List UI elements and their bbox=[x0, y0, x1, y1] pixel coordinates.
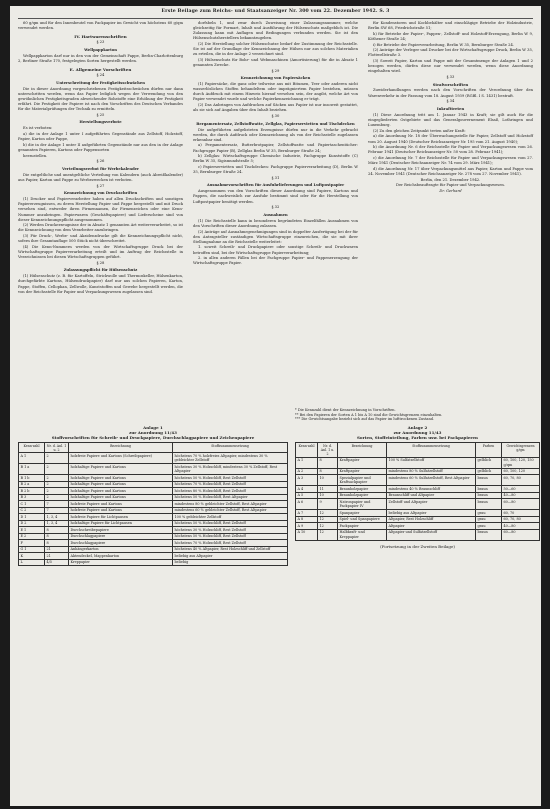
par-32-list-1: 2. in allen anderen Fällen bei der Fachgruppe Papier- und Pappenerzeugung der Wirtschaftsgruppe Papier. bbox=[193, 256, 358, 266]
annex-2-table-cell: braun bbox=[476, 529, 502, 540]
annex-1-title: Stoffvorschriften für Schreib- und Druckpapiere, Durchschlagpapiere und Zeichenpapiere bbox=[51, 435, 255, 440]
annex-2-table-cell: 60, 70 bbox=[502, 510, 540, 517]
annex-1-table-cell: 100 % gebleichter Zellstoff bbox=[173, 514, 288, 521]
annex-2-table-cell: Altpapier bbox=[387, 523, 476, 530]
signature-place: Berlin, den 21. Dezember 1942. bbox=[420, 177, 481, 182]
par-32-heading: Ausnahmen bbox=[263, 212, 288, 217]
par-28-heading: Zulassungspflicht für Hülsenschutz bbox=[63, 268, 138, 273]
par-30-list-1: b) Zellglas: Wirtschaftsgruppe Chemische Industrie, Fachgruppe Kunststoffe (C) Berlin W 35, Sigismundstraße 5; bbox=[193, 154, 358, 164]
annex-1-col-bezeichnung: Bezeichnung bbox=[69, 443, 173, 453]
par-31: § 31 bbox=[271, 175, 280, 180]
annex-2-table-cell: A 2 bbox=[296, 468, 318, 475]
col2-text-3: (3) Hülsenschutz für Bohr- und Webmaschinen (Amortisierung) für die in Absatz 1 genannten Zwecke. bbox=[193, 57, 358, 67]
par-30-heading: Bergamentersatz, Zellstoffwatte, Zellglas, Papierservietten und Tischdecken bbox=[196, 121, 355, 126]
annex-2-table-cell: Spanpapier bbox=[338, 510, 387, 517]
annex-1-sublabel: zur Anordnung 11/43 bbox=[129, 430, 177, 435]
annex-2-table bbox=[295, 442, 540, 541]
par-28: § 28 bbox=[96, 260, 105, 265]
annex-2-table-cell: A 4 bbox=[296, 486, 318, 493]
annex-2-table-cell: mindestens 40 % Braunschliff bbox=[387, 486, 476, 493]
par-26-heading: Verteilungsverbot für Werbekalender bbox=[62, 166, 139, 171]
annex-1-table-cell: holzhaltige Papiere und Kartons bbox=[69, 494, 173, 501]
annex-2-table-row bbox=[296, 457, 540, 468]
annex-1-table-cell: B 1 b bbox=[19, 475, 45, 482]
annex-2-table-cell: Kraftpapier bbox=[338, 468, 387, 475]
annex-1-table-cell: mindestens 80 % gebleichter Zellstoff, Rest Altpapier bbox=[173, 501, 288, 508]
column-1 bbox=[18, 21, 183, 295]
annex-1-table-cell: Kreppapier bbox=[69, 559, 173, 566]
annex-1-header-row bbox=[19, 443, 288, 453]
annex-1-table-cell: 8 bbox=[45, 533, 69, 540]
annex-1-table-cell: B 3 bbox=[19, 494, 45, 501]
annex-1-table-cell: höchstens 70 % Holzschliff, Rest Zellstoff bbox=[173, 540, 288, 547]
annex-1-table-row bbox=[19, 453, 288, 464]
par-34-text-1: (2) Zu den gleichen Zeitpunkt treten außer Kraft: bbox=[373, 128, 466, 133]
annex-1-table-cell: 2 bbox=[45, 464, 69, 475]
annex-2-table-cell: Altpapier, Rest Holzschliff bbox=[387, 516, 476, 523]
annex-2-table-cell: grau bbox=[476, 510, 502, 517]
par-27-text-1: (2) Werden Druckerzeugnisse der in Absatz 1 genannten Art weiterverarbeitet, so ist die Kennzeichnung von dem Verarbeiter anzubringen. bbox=[18, 223, 183, 233]
annex-2-table-cell: 11 bbox=[318, 486, 338, 493]
annex-1-table-cell: 4/5 bbox=[45, 559, 69, 566]
annex-2-table-row bbox=[296, 475, 540, 486]
annex-2-table-cell: 9 bbox=[318, 499, 338, 510]
annex-2-table-cell: braun bbox=[476, 492, 502, 499]
annex-2-title: Sorten, Stoffeinteilung, Farben usw. bei Packpapieren bbox=[357, 435, 478, 440]
annex-2-table-cell: A 6 bbox=[296, 499, 318, 510]
annex-1-table-cell: höchstens 50 % Holzschliff, Rest Zellstoff bbox=[173, 520, 288, 527]
par-25: § 25 bbox=[96, 112, 105, 117]
wellpappe-text: Wellpappkarton darf nur in den von der Gemeinschaft Pappe, Berlin-Charlottenburg 2, Berliner Straße 170, festgelegten Sorten hergestellt werden. bbox=[18, 53, 183, 63]
wellpappe-heading: Wellpappkarton bbox=[84, 47, 117, 52]
par-27-text-3: (4) Die Kenn-Nummern werden von der Wirtschaftsgruppe Druck bei der Wirtschaftsgruppe Papierverarbeitung erteilt und im Auftrag der Reichsstelle in Verzeichnissen bei diesen Wirtschaftsgruppen geführt. bbox=[18, 244, 183, 260]
annex-1-table-cell: mindestens 60 % gebleichter Zellstoff, Rest Altpapier bbox=[173, 507, 288, 514]
annex-1-table-cell: 1, 3, 4 bbox=[45, 520, 69, 527]
annex-1-table-cell: D 1 bbox=[19, 514, 45, 521]
annex-1-table-cell: höchstens 50 % Holzschliff, Rest Zellstoff bbox=[173, 533, 288, 540]
par-34-text-0: (1) Diese Anordnung tritt am 1. Januar 1943 in Kraft; sie gilt auch für die eingegliederten Ostgebiete und das Generalgouvernement Elsaß, Lothringen und Luxemburg. bbox=[368, 112, 533, 128]
footnote-1: * Die Kennzahl dient der Kennzeichnung in Vorschriften. bbox=[295, 408, 396, 412]
annex-1-table-cell: beliebig aus Altpapier bbox=[173, 553, 288, 560]
signature-name: Dr. Gerhard bbox=[439, 188, 462, 193]
par-31-heading: Ausnahmevorschriften für Ausfuhrlieferungen und Luftpostpapier bbox=[206, 183, 345, 188]
par-34: § 34 bbox=[446, 99, 455, 104]
annex-2-table-cell: Natronpapier und Packpapier IV bbox=[338, 499, 387, 510]
annex-1-table-cell: holzhaltige Papiere und Kartons bbox=[69, 464, 173, 475]
annex-1-table-cell: höchstens 80 % Holzschliff, Rest Zellstoff bbox=[173, 488, 288, 495]
annex-2-table-cell: braun bbox=[476, 499, 502, 510]
annex-2-col-gewicht: Gewichtsgrenzen g/qm bbox=[502, 443, 540, 458]
par-24-text: Die in dieser Anordnung vorgeschriebenen Festigkeitsschwächen dürfen nur dann unterschritten werden, wenn das Papier lediglich wegen der Verwendung von den gewöhnlichen Festigkeitsgraden abweichender Rohstoffe eine Erhöhung der Festigkeit erfährt. Die Festigkeit der Papiere ist nach den Vorschriften des Deutschen Verbandes für die Materialprüfungen der Technik zu ermitteln. bbox=[18, 86, 183, 112]
annex-1-table-cell: höchstens 30 % Holzschliff, mindestens 30 % Zellstoff, Rest Altpapier bbox=[173, 464, 288, 475]
page-header: Erste Beilage zum Reichs- und Staatsanzeiger Nr. 300 vom 22. Dezember 1942. S. 3 bbox=[161, 9, 390, 14]
annex-1-table-cell: höchstens 70 % Holzschliff, Rest Zellstoff bbox=[173, 481, 288, 488]
annex-1-label: Anlage 1 bbox=[143, 425, 163, 430]
annex-2-table-cell: 8 bbox=[318, 457, 338, 468]
col2-text-2: (2) Die Herstellung solcher Hülsenschutze bedarf der Zustimmung der Reichsstelle. Sie ist auf der Grundlage der Kennzeichnung der Hülsen nur aus solchen Materialien zu erteilen, die in der Anlage 2 verzeichnet sind. bbox=[193, 41, 358, 57]
annex-2-table-cell: 40—80 bbox=[502, 492, 540, 499]
annex-1-table-row bbox=[19, 464, 288, 475]
annex-2-table-cell: A 7 bbox=[296, 510, 318, 517]
annex-2-header-row bbox=[296, 443, 540, 458]
par-30-list-0: a) Pergamentersatz, Butterbrotpapier, Zellstoffwatte und Papiertaschentücher: Fachgruppe Papier (B), Zellglas Berlin W 35, Bernburger Straße 24; bbox=[193, 143, 358, 153]
annex-1-table-cell: A 1 bbox=[19, 453, 45, 464]
par-32-text: (1) Die Reichsstelle kann in besonderen begründeten Einzelfällen Ausnahmen von den Vorschriften dieser Anordnung zulassen. bbox=[193, 218, 358, 228]
annex-2-table-cell: grau bbox=[476, 516, 502, 523]
annex-2-col-farben: Farben bbox=[476, 443, 502, 458]
column-2 bbox=[193, 21, 358, 267]
annex-2-table-row bbox=[296, 529, 540, 540]
annex-1-table-cell: 7 bbox=[45, 501, 69, 508]
par-33-text: Zuwiderhandlungen werden nach den Vorschriften der Verordnung über den Warenverkehr in der Fassung vom 18. August 1939 (RGBl. I S. 1431) bestraft. bbox=[368, 88, 533, 98]
annex-2-table-cell: 10 bbox=[318, 492, 338, 499]
annex-2-table-cell: 50—60 bbox=[502, 486, 540, 493]
annex-2-table-cell: Halbkraft- und Kreppapier bbox=[338, 529, 387, 540]
annex-1-table-cell: L bbox=[19, 559, 45, 566]
par-26-text: Die entgeltliche und unentgeltliche Verteilung von Kalendern (auch Abreißkalender) aus Papier, Karton und Pappe zu Werbezwecken ist verboten. bbox=[18, 172, 183, 182]
annex-2-col-bezeichnung: Bezeichnung bbox=[338, 443, 387, 458]
par-31-text: Ausgenommen von den Vorschriften dieser Anordnung sind Papiere, Kartons und Pappen, die nachweislich zur Ausfuhr bestimmt sind oder für die Herstellung von Luftpostpapier benötigt werden. bbox=[193, 189, 358, 204]
par-27-heading: Kennzeichnung von Druckschriften bbox=[63, 191, 138, 196]
section-e-heading: E. Allgemeine Vorschriften bbox=[69, 67, 132, 73]
par-30-text: Die aufgeführten aufgelisteten Erzeugnisse dürfen nur in die Verkehr gebracht werden, die durch Aufdruck oder Kennzeichnung als von der Reichsstelle zugelassen erkennbar sind. bbox=[193, 127, 358, 142]
par-23: § 23 bbox=[96, 40, 105, 45]
annex-2-table-cell: Kraftpapier bbox=[338, 457, 387, 468]
annex-1-table-cell: beliebig bbox=[173, 559, 288, 566]
annex-2-table-cell: 60, 70, 80 bbox=[502, 475, 540, 486]
annex-1-table-cell: K bbox=[19, 553, 45, 560]
annex-1-table-cell: holzhaltige Papiere und Kartons bbox=[69, 475, 173, 482]
col3-list-1: h) für Betriebe der Papier-, Pappen-, Zellstoff- und Holzstoff-Erzeugung, Berlin W 9, Köthener Straße 24; bbox=[368, 31, 533, 41]
annex-1-table-row bbox=[19, 559, 288, 566]
par-24: § 24 bbox=[96, 73, 105, 78]
annex-2-col-kennzahl: Kenn-zahl bbox=[296, 443, 318, 458]
annex-2-table-cell: 12 bbox=[318, 529, 338, 540]
annex-1-table-cell: E 2 bbox=[19, 533, 45, 540]
annex-1-table-cell: 21 bbox=[45, 546, 69, 553]
annex-1-table-cell: Durchschreibepapiere bbox=[69, 527, 173, 534]
annex-2-table-cell: Altpapier und Sulfatzellstoff bbox=[387, 529, 476, 540]
annex-1-table-cell: höchstens 40 % Altpapier, Rest Holzschliff und Zellstoff bbox=[173, 546, 288, 553]
par-34-text-4: c) die Anordnung Nr. 7 der Reichsstelle für Papier und Verpackungswesen vom 27. März 1941 (Deutscher Reichsanzeiger Nr. 74 vom 29. März 1941); bbox=[368, 155, 533, 166]
annex-2-table-cell: gelblich bbox=[476, 468, 502, 475]
annex-2-label: Anlage 2 bbox=[407, 425, 428, 430]
signature-org: Der Reichsbeauftragte für Papier und Verpackungswesen. bbox=[396, 183, 505, 188]
annex-1-table-cell: holzfreie Papiere und Kartons bbox=[69, 501, 173, 508]
annex-2-table-cell: mindestens 60 % Sulfatzellstoff, Rest Altpapier bbox=[387, 475, 476, 486]
annex-2-col-stoff: Stoffzusammensetzung bbox=[387, 443, 476, 458]
annex-2-table-cell: Spiel- und Spanpapiere bbox=[338, 516, 387, 523]
annex-1-table-cell: 2 bbox=[45, 475, 69, 482]
par-25-text-0: Es ist verboten: bbox=[23, 126, 53, 131]
par-25-text-3: herzustellen. bbox=[23, 153, 48, 158]
par-27-text-0: (1) Drucker und Papierverarbeiter haben auf allen Druckschriften und sonstigen Papiererzeugnissen, zu deren Herstellung Papier und Pappe hergestellt und mit Druck versehen sind, entweder ihren Firmennamen, ihr Firmenzeichen oder eine Kenn-Nummer anzubringen. Papierwaren (Geschäftspapiere) und Lieferscheine sind von dieser Kennzeichnungspflicht ausgenommen. bbox=[18, 197, 183, 222]
annex-1-table-cell: F bbox=[19, 540, 45, 547]
annex-2-table-cell: 60, 100, 120, 150 g/qm bbox=[502, 457, 540, 468]
annex-2-table-cell: 60, 70, 80 bbox=[502, 516, 540, 523]
annex-2-table-cell: A 8 bbox=[296, 516, 318, 523]
annex-1-table-cell: Durchschlagpapiere bbox=[69, 540, 173, 547]
annex-1-table-cell: C 2 bbox=[19, 507, 45, 514]
annex-2-table-cell: 10 bbox=[318, 475, 338, 486]
annex-2-table-cell: braun bbox=[476, 486, 502, 493]
par-34-text-2: a) die Anordnung Nr. 18 der Überwachungsstelle für Papier, Zellstoff und Holzstoff vom 20. August 1940 (Deutscher Reichsanzeiger Nr. 195 vom 21. August 1940); bbox=[368, 134, 533, 144]
annex-2-table-cell: A 5 bbox=[296, 492, 318, 499]
par-34-heading: Inkrafttreten bbox=[436, 106, 465, 111]
annex-2-table-cell: 40—80 bbox=[502, 523, 540, 530]
annex-1-table-cell: holzfreie Papiere und Kartons (Schreibpapiere) bbox=[69, 453, 173, 464]
annex-1-table-cell: B 1 a bbox=[19, 464, 45, 475]
footnote-2: ** Bei den Papieren der Sorten A 1 bis A 10 sind die Gewichtsgrenzen einzuhalten. bbox=[295, 412, 443, 417]
intro-text: 60 g/qm und für den Innenbeutel von Packpapier im Gewicht von höchstens 60 g/qm verwendet werden. bbox=[18, 21, 183, 31]
annex-1-table-cell: 2 bbox=[45, 481, 69, 488]
par-29-heading: Kennzeichnung von Papiersäcken bbox=[240, 76, 311, 81]
annex-1-table-cell: holzhaltige Papiere und Kartons bbox=[69, 488, 173, 495]
annex-1-table-cell: holzhaltige Papiere und Kartons bbox=[69, 481, 173, 488]
annex-1-table-cell: Anhängerkarton bbox=[69, 546, 173, 553]
annex-2-table-cell: Braunschliff und Altpapier bbox=[387, 492, 476, 499]
annex-1-table-cell: 2 bbox=[45, 488, 69, 495]
par-27-text-2: (3) Für Druck-, Werbe- und Akzidenzdrucke gilt die Kennzeichnungspflicht nicht, sofern ihre Gesamtauflage 500 Stück nicht überschreitet. bbox=[18, 234, 183, 244]
annex-1-table-cell: B 2 a bbox=[19, 481, 45, 488]
annex-footnotes bbox=[295, 408, 540, 422]
par-29-text-2: (2) Das Anbringen von Aufdrucken auf Säcken aus Papier ist nur insoweit gestattet, als sie sich auf Angaben über den Inhalt beziehen. bbox=[193, 103, 358, 113]
annex-2-table-cell: Zellstoff und Altpapier bbox=[387, 499, 476, 510]
col2-text-1: dorfsbeln 1, und zwar durch Zuweisung einer Zulassungsnummer, welche gleichzeitig für Formart, Inhalt und Ausführung der Hülsenschutz maßgeblich ist. Die Zulassung kann mit Auflagen und Bedingungen verbunden werden. Sie ist den Hülsenschutzherstellern bekanntzugeben. bbox=[193, 21, 358, 41]
annex-1-table-cell: holzhaltige Papiere für Lichtpausen bbox=[69, 520, 173, 527]
par-28-text: (1) Hülsenschutz (z. B. für Kartoffeln, Strickwolle und Thermoskeller, Hülsenkarton, durchgefärbte Kartons, Hülsendruckpapier) darf nur aus solchen Papieren, Karton, Pappe, Stoffen, Cellophan, Zellwolle, Kunststoffen und Gewebe hergestellt werden, die von der Reichsstelle für Papier und Verpackungswesen zugelassen sind. bbox=[18, 274, 183, 294]
annex-2-table-cell: 60—80 bbox=[502, 529, 540, 540]
header-rule bbox=[18, 18, 533, 19]
par-25-text-2: b) die in der Anlage 1 unter II aufgeführten Gegenstände nur aus den in der Anlage genannten Papieren, Kartons oder Pappensorten bbox=[18, 142, 183, 152]
par-30-list-2: c) Papierservietten und Tischdecken: Fachgruppe Papierverarbeitung (D), Berlin W 35, Bernburger Straße 24. bbox=[193, 164, 358, 175]
par-30: § 30 bbox=[271, 113, 280, 118]
annex-1-table-cell: C 1 bbox=[19, 501, 45, 508]
annex-2-table-cell: Packpapier bbox=[338, 523, 387, 530]
par-26: § 26 bbox=[96, 159, 105, 164]
annex-1-col-nr: Nr. d. Anl. 1 u. 2 bbox=[45, 443, 69, 453]
annex-2-table-cell: grau bbox=[476, 523, 502, 530]
annex-2-table-cell: Braunholzpapier bbox=[338, 486, 387, 493]
annex-2-table-cell: 60—80 bbox=[502, 499, 540, 510]
annex-1-table-cell: Durchschlagpapiere bbox=[69, 533, 173, 540]
continued-note: (Fortsetzung in der Zweiten Beilage) bbox=[380, 544, 455, 549]
annex-1-table-cell: 1, 3, 4 bbox=[45, 514, 69, 521]
par-32-text-2: (2) Anträge auf Ausnahmegenehmigungen sind in doppelter Ausfertigung bei der für den Antragsteller zuständigen Wirtschaftsgruppe einzureichen, die sie mit ihrer Stellungnahme an die Reichsstelle weiterleitet: bbox=[193, 229, 358, 244]
par-34-text-3: b) die Anordnung Nr. 6 der Reichsstelle für Papier und Verpackungswesen vom 26. Februar 1941 (Deutscher Reichsanzeiger Nr. 50 vom 28. Februar 1941); bbox=[368, 145, 533, 155]
annex-1-col-stoff: Stoffzusammensetzung bbox=[173, 443, 288, 453]
annex-1-table-cell: 8 bbox=[45, 540, 69, 547]
par-24-heading: Unterschreitung der Festigkeitsschwächen bbox=[56, 80, 145, 85]
annex-2-table-cell: 12 bbox=[318, 516, 338, 523]
col3-text-a: (2) Anträge der Verleger und Drucker bei der Wirtschaftsgruppe Druck, Berlin W 35, Flottwellstraße 3. bbox=[368, 48, 533, 58]
annex-1-table-cell: holzfreie Papiere und Kartons bbox=[69, 507, 173, 514]
annex-2-table-cell: 12 bbox=[318, 523, 338, 530]
annex-2-table-cell: Braunholzpapier bbox=[338, 492, 387, 499]
par-32: § 32 bbox=[271, 205, 280, 210]
annex-1-table-cell: B 2 b bbox=[19, 488, 45, 495]
annex-2-table-cell: 60, 100, 120 bbox=[502, 468, 540, 475]
par-27: § 27 bbox=[96, 183, 105, 188]
par-33-heading: Strafvorschriften bbox=[432, 82, 469, 87]
annex-1-col-kennzahl: Kenn-zahl bbox=[19, 443, 45, 453]
par-33: § 33 bbox=[446, 74, 455, 79]
annex-2-table-cell: Spezialpapier und Kraftsackpapier bbox=[338, 475, 387, 486]
annex-2-table-cell: A 10 bbox=[296, 529, 318, 540]
section-iv-heading: IV. Hartwarenschriften bbox=[74, 34, 127, 40]
annex-2-table-cell: 8 bbox=[318, 468, 338, 475]
par-34-text-5: d) die Anordnung Nr. 17 über Verpackungsmittel aus Papier, Karton und Pappe vom 24. November 1941 (Deutscher Reichsanzeiger Nr. 278 vom 27. November 1941). bbox=[368, 166, 533, 176]
annex-1-table-cell: D 2 bbox=[19, 520, 45, 527]
annex-2-table-cell: 12 bbox=[318, 510, 338, 517]
annex-1-table-cell: Aktendeckel, Mappenkarton bbox=[69, 553, 173, 560]
par-29-text: (1) Papiersäcke, die ganz oder teilweise aus mit Bitumen, Teer oder anderen nicht wasserlöslichen Stoffen behandeltem oder imprägniertem Papier bestehen, müssen durch Aufdruck mit einem Hinweis hierauf versehen sein, der angibt, welche Art von Papier verwendet wurde und welche Papierkennzeichnung er trägt. bbox=[193, 82, 358, 102]
annex-1-table-cell: holzfreie Papiere für Lichtpausen bbox=[69, 514, 173, 521]
footnote-3: *** Die Gewichtsangabe bezieht sich auf das Papier im lufttrockenen Zustand. bbox=[295, 417, 435, 422]
annex-1-table-cell: 21 bbox=[45, 553, 69, 560]
col3-list-0: für Kondenstoren und Kochbehälter und einschlägige Betriebe der Holzindustrie, Berlin SW 68, Friedrichstraße 51; bbox=[368, 21, 533, 31]
annex-1-table bbox=[18, 442, 288, 566]
annex-1-table-cell: höchstens 30 % Holzschliff, Rest Zellstoff bbox=[173, 527, 288, 534]
annex-2-table-cell: mindestens 80 % Sulfatzellstoff bbox=[387, 468, 476, 475]
annex-1-table-cell: G 1 bbox=[19, 546, 45, 553]
annex-1-table-cell: höchstens 50 % Holzschliff, Rest Altpapier bbox=[173, 494, 288, 501]
annex-2-table-cell: A 9 bbox=[296, 523, 318, 530]
column-3 bbox=[368, 21, 533, 195]
annex-2-table-cell: A 3 bbox=[296, 475, 318, 486]
par-25-heading: Herstellungsverbote bbox=[79, 120, 122, 125]
annex-1-table-cell: 2 bbox=[45, 494, 69, 501]
annex-1-table-cell: 2 bbox=[45, 453, 69, 464]
annex-2-table-cell: A 1 bbox=[296, 457, 318, 468]
col3-list-2: i) für Betriebe der Papierverarbeitung, Berlin W 35, Bernburger Straße 24. bbox=[373, 42, 515, 47]
annex-2-table-cell: beliebig aus Altpapier bbox=[387, 510, 476, 517]
par-25-text-1: a) die in der Anlage 1 unter I aufgeführten Gegenstände aus Zellstoff, Holzstoff, Papier, Karton oder Pappe, bbox=[18, 132, 183, 142]
col3-text-b: (3) Soweit Papier, Karton und Pappe mit der Gesamtmenge der Anlagen 1 und 2 bezogen werden, dürfen diese nur verwendet werden, wenn diese Anordnung eingehalten wird. bbox=[368, 59, 533, 74]
annex-1-table-cell: höchstens 70 % holzfreies Altpapier, mindestens 30 % gebleichter Zellstoff bbox=[173, 453, 288, 464]
par-29: § 29 bbox=[271, 68, 280, 73]
annex-1-table-cell: höchstens 50 % Holzschliff, Rest Zellstoff bbox=[173, 475, 288, 482]
document-page bbox=[10, 6, 541, 806]
annex-1-table-cell: 8 bbox=[45, 527, 69, 534]
annex-2-caption bbox=[295, 425, 540, 440]
annex-1-table-cell: 7 bbox=[45, 507, 69, 514]
annex-2-table-row bbox=[296, 499, 540, 510]
annex-2-table-cell: 100 % Sulfatzellstoff bbox=[387, 457, 476, 468]
annex-2-sublabel: zur Anordnung 11/43 bbox=[393, 430, 442, 435]
par-32-list-0: 1. soweit Schreib- und Druckpapiere oder sonstige Schreib- und Druckwaren betroffen sind, bei der Wirtschaftsgruppe Papierverarbeitung; bbox=[193, 245, 358, 255]
annex-1-table-cell: E 1 bbox=[19, 527, 45, 534]
annex-1-caption bbox=[18, 425, 288, 440]
annex-2-table-cell: braun bbox=[476, 475, 502, 486]
annex-2-table-cell: gelblich bbox=[476, 457, 502, 468]
annex-2-col-nr: Nr. d. Anl. 1 u. 2 bbox=[318, 443, 338, 458]
